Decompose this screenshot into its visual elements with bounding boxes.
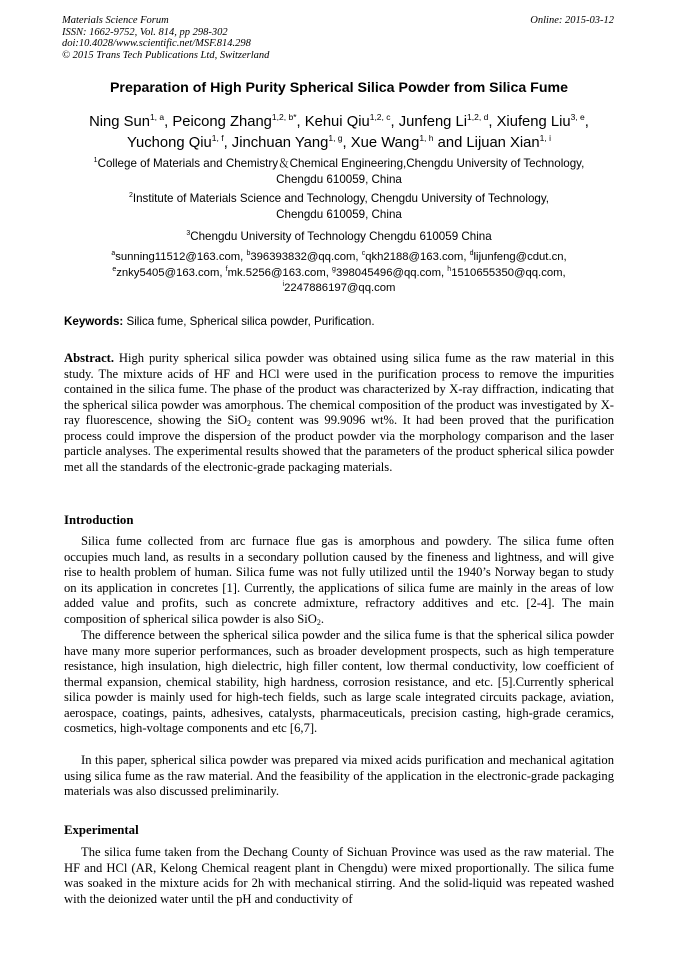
author-affiliation-mark: 1,2, d [467,112,489,122]
author-separator: , [223,135,232,151]
email-address[interactable]: mk.5256@163.com [227,266,326,279]
issn-line: ISSN: 1662-9752, Vol. 814, pp 298-302 [62,26,228,38]
author-item [232,135,351,151]
email-address[interactable]: lijunfeng@cdut.cn, [473,251,567,263]
keywords-label: Keywords: [64,315,124,328]
author-separator: , [342,135,351,151]
abstract-text: content was 99.9096 wt%. It had been proved that the purification process could improve the dispersion of the product powder via the morphology comparison and the laser particle analyses. The experimental results showed that the parameters of the product spherical silica powder met all the standards of the electronic-grade packaging materials. [64,413,614,474]
author-item [305,114,399,130]
author-separator: , [296,114,305,130]
affiliation-1 [30,156,648,188]
email-item[interactable] [447,267,565,279]
affiliation-text: College of Materials and Chemistry＆Chemical Engineering,Chengdu University of Technology, [97,157,585,170]
author-name: Yuchong Qiu [127,135,212,151]
introduction-paragraph-3: In this paper, spherical silica powder was prepared via mixed acids purification and mechanical agitation using silica fume as the raw material. And the feasibility of the application in the electronic-grade packaging materials was also discussed preliminarily. [64,753,614,798]
affiliation-text: Chengdu 610059, China [276,173,402,186]
author-affiliation-mark: 1, h [419,133,434,143]
copyright-line: © 2015 Trans Tech Publications Ltd, Switzerland [62,49,270,61]
affiliation-text: Chengdu University of Technology Chengdu 610059 China [190,230,492,243]
author-name: Xue Wang [350,135,420,151]
email-separator: , [325,266,333,279]
email-mark: i [282,281,285,288]
author-separator: and [433,135,467,151]
affiliation-number: 3 [186,230,191,237]
introduction-paragraph-1 [64,534,614,627]
author-name: Ning Sun [89,114,150,130]
author-item [127,135,232,151]
author-affiliation-mark: 1,2, c [369,112,391,122]
online-date: Online: 2015-03-12 [530,15,614,26]
author-affiliation-mark: 1, f [211,133,224,143]
affiliation-3 [30,229,648,245]
affiliation-text: Institute of Materials Science and Technology, Chengdu University of Technology, [132,192,550,205]
author-affiliation-mark: 1, a [149,112,165,122]
keywords-line [64,315,616,328]
author-separator: , [488,114,497,130]
email-separator: , [463,251,470,263]
affiliation-text: Chengdu 610059, China [276,208,402,221]
author-affiliation-mark: 1, i [539,133,551,143]
abstract-label: Abstract. [64,351,115,365]
author-name: Junfeng Li [398,114,468,130]
email-list [30,250,648,297]
author-name: Jinchuan Yang [231,135,329,151]
email-address[interactable]: 398045496@qq.com [335,266,441,279]
email-address[interactable]: 396393832@qq.com [250,251,356,263]
abstract-paragraph [64,351,614,475]
paragraph-subscript: 2 [316,617,321,627]
email-item[interactable] [332,267,447,279]
paper-title: Preparation of High Purity Spherical Silica Powder from Silica Fume [109,80,569,96]
email-separator: , [355,251,362,263]
email-item[interactable] [246,251,361,263]
author-item [351,135,467,151]
keywords-text: Silica fume, Spherical silica powder, Purification. [123,315,375,328]
email-separator: , [219,266,226,279]
author-affiliation-mark: 1, g [328,133,343,143]
author-item [497,114,589,130]
email-mark: h [447,265,452,273]
author-affiliation-mark: 3, e [570,112,585,122]
email-mark: a [111,250,116,257]
email-mark: c [361,250,366,257]
email-address[interactable]: qkh2188@163.com [365,251,464,263]
email-mark: e [112,265,117,273]
email-item[interactable] [283,282,396,294]
paragraph-text: . [320,611,325,626]
email-address[interactable]: 1510655350@qq.com, [451,266,566,279]
email-address[interactable]: 2247886197@qq.com [284,282,396,294]
author-name: Kehui Qiu [304,114,370,130]
doi-line: doi:10.4028/www.scientific.net/MSF.814.298 [62,38,251,49]
abstract-subscript: 2 [246,419,251,428]
email-mark: g [332,265,336,273]
author-item [466,135,551,151]
author-name: Peicong Zhang [172,114,272,130]
journal-name: Materials Science Forum [62,15,169,26]
introduction-heading: Introduction [64,513,134,527]
experimental-heading: Experimental [64,823,139,837]
author-name: Lijuan Xian [466,135,540,151]
author-separator: , [164,114,173,130]
author-name: Xiufeng Liu [496,114,571,130]
author-list [30,112,648,154]
affiliation-2 [30,191,648,223]
email-item[interactable] [112,267,225,279]
email-separator: , [240,251,247,263]
affiliation-number: 1 [93,157,98,164]
abstract-text: High purity spherical silica powder was obtained using silica fume as the raw material in this study. The mixture acids of HF and HCl were used in the purification process to remove the impurities contained in the silica fume. The phase of the product was characterized by X-ray diffraction, indicating that the spherical silica powder was amorphous. The chemical composition of the product was investigated by X-ray fluorescence, showing the SiO [64,351,614,427]
author-separator: , [390,114,399,130]
email-mark: f [225,265,228,273]
author-affiliation-mark: 1,2, b* [271,112,297,122]
paragraph-text: Silica fume collected from arc furnace flue gas is amorphous and powdery. The silica fume often occupies much land, as results in a secondary pollution caused by the fineness and lightness, and will give rise to health problem of human. Silica fume was not fully utilized until the 1940’s Norway began to study on its application in concretes [1]. Currently, the applications of silica fume are mainly in the areas of low added value and profits, such as concrete admixture, refractory additives and etc. [2-4]. The main composition of spherical silica powder is also SiO [64,534,614,626]
journal-header [62,15,269,61]
email-address[interactable]: sunning11512@163.com [115,251,241,263]
author-separator: , [584,114,589,130]
email-mark: b [246,250,251,257]
email-item[interactable] [226,267,332,279]
email-address[interactable]: znky5405@163.com [116,266,220,279]
author-item [399,114,497,130]
email-separator: , [441,266,448,279]
email-item[interactable] [111,251,246,263]
author-item [89,114,172,130]
introduction-paragraph-2: The difference between the spherical silica powder and the silica fume is that the spherical silica powder have many more superior performances, such as broader development prospects, such as high temperature resistance, high insulation, high dielectric, high filler content, low thermal conductivity, low coefficient of thermal expansion, chemical stability, high hardness, corrosion resistance, and etc. [5].Currently spherical silica powder is mainly used for high-tech fields, such as large scale integrated circuits package, aviation, aerospace, coatings, paints, adhesives, catalysts, pharmaceuticals, precision casting, high-grade ceramics, cosmetics, high-voltage components and etc [6,7]. [64,628,614,735]
email-item[interactable] [470,251,567,263]
affiliation-number: 2 [128,192,133,199]
email-item[interactable] [362,251,470,263]
author-item [172,114,304,130]
email-mark: d [469,250,474,257]
experimental-paragraph-1: The silica fume taken from the Dechang County of Sichuan Province was used as the raw material. The HF and HCl (AR, Kelong Chemical reagent plant in Chengdu) were mixed proportionally. The silica fume was soaked in the mixture acids for 2h with mechanical stirring. And the solid-liquid was repeated washed with the deionized water until the pH and conductivity of [64,845,614,906]
